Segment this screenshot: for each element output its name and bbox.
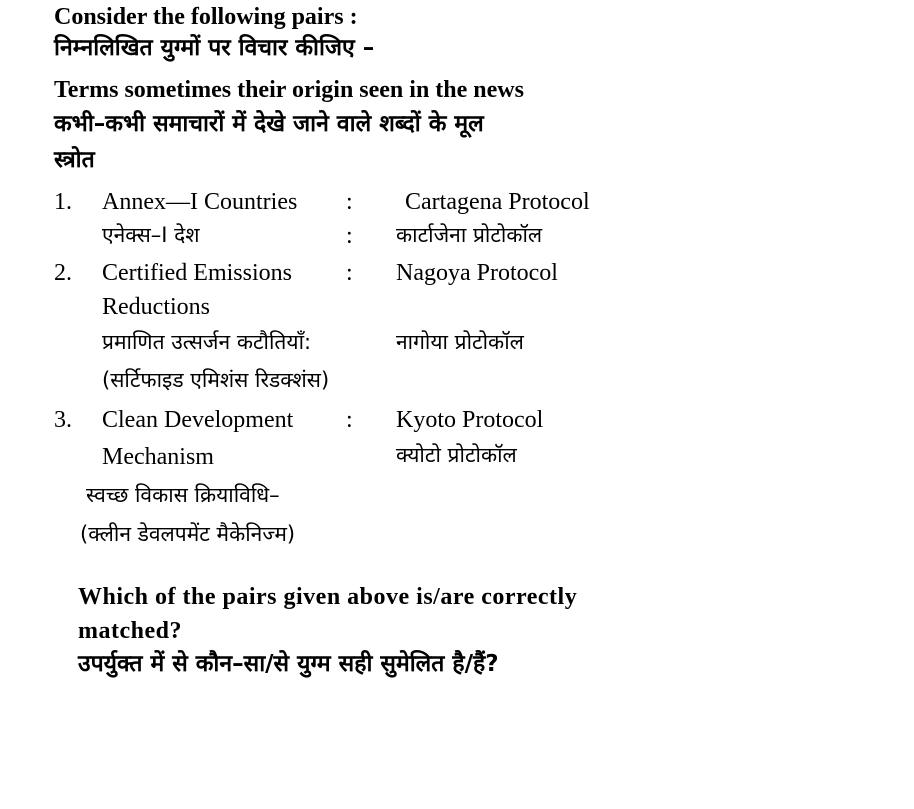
question-en-line2: matched?	[78, 618, 182, 644]
pair-1-term-en: Annex—I Countries	[102, 189, 298, 215]
title-text-hi-line1: कभी–कभी समाचारों में देखे जाने वाले शब्दों के मूल	[54, 111, 484, 137]
title-text-en: Terms sometimes their origin seen in the news	[54, 77, 524, 103]
pair-2-term-hi-translit: (सर्टिफाइड एमिशंस रिडक्शंस)	[102, 368, 330, 392]
pair-3-origin-en: Kyoto Protocol	[396, 407, 544, 433]
title-text-hi-line2: स्त्रोत	[54, 147, 95, 173]
pair-1-colon: :	[346, 189, 353, 215]
pair-2-number: 2.	[54, 260, 72, 286]
pair-3-term-hi-translit: (क्लीन डेवलपमेंट मैकेनिज्म)	[80, 522, 296, 546]
pair-3-number: 3.	[54, 407, 72, 433]
pair-2-term-hi: प्रमाणित उत्सर्जन कटौतियाँ:	[102, 330, 312, 354]
pair-3-term-en-line2: Mechanism	[102, 444, 214, 470]
pair-3-origin-hi: क्योटो प्रोटोकॉल	[396, 443, 517, 467]
intro-text-en: Consider the following pairs :	[54, 4, 358, 30]
pair-3-term-hi: स्वच्छ विकास क्रियाविधि–	[86, 483, 280, 507]
question-hi: उपर्युक्त में से कौन–सा/से युग्म सही सुमेलित है/हैं?	[78, 651, 499, 677]
pair-2-term-en-line2: Reductions	[102, 294, 210, 320]
pair-2-origin-en: Nagoya Protocol	[396, 260, 558, 286]
pair-2-origin-hi: नागोया प्रोटोकॉल	[396, 330, 524, 354]
pair-1-origin-en: Cartagena Protocol	[405, 189, 590, 215]
pair-1-number: 1.	[54, 189, 72, 215]
pair-3-term-en-line1: Clean Development	[102, 407, 294, 433]
question-en-line1: Which of the pairs given above is/are correctly	[78, 584, 578, 610]
pair-1-colon-hi: :	[346, 223, 353, 249]
pair-1-origin-hi: कार्टाजेना प्रोटोकॉल	[396, 223, 543, 247]
pair-2-colon: :	[346, 260, 353, 286]
pair-3-colon: :	[346, 407, 353, 433]
pair-2-term-en-line1: Certified Emissions	[102, 260, 292, 286]
pair-1-term-hi: एनेक्स–I देश	[102, 223, 200, 247]
intro-text-hi: निम्नलिखित युग्मों पर विचार कीजिए –	[54, 35, 375, 61]
